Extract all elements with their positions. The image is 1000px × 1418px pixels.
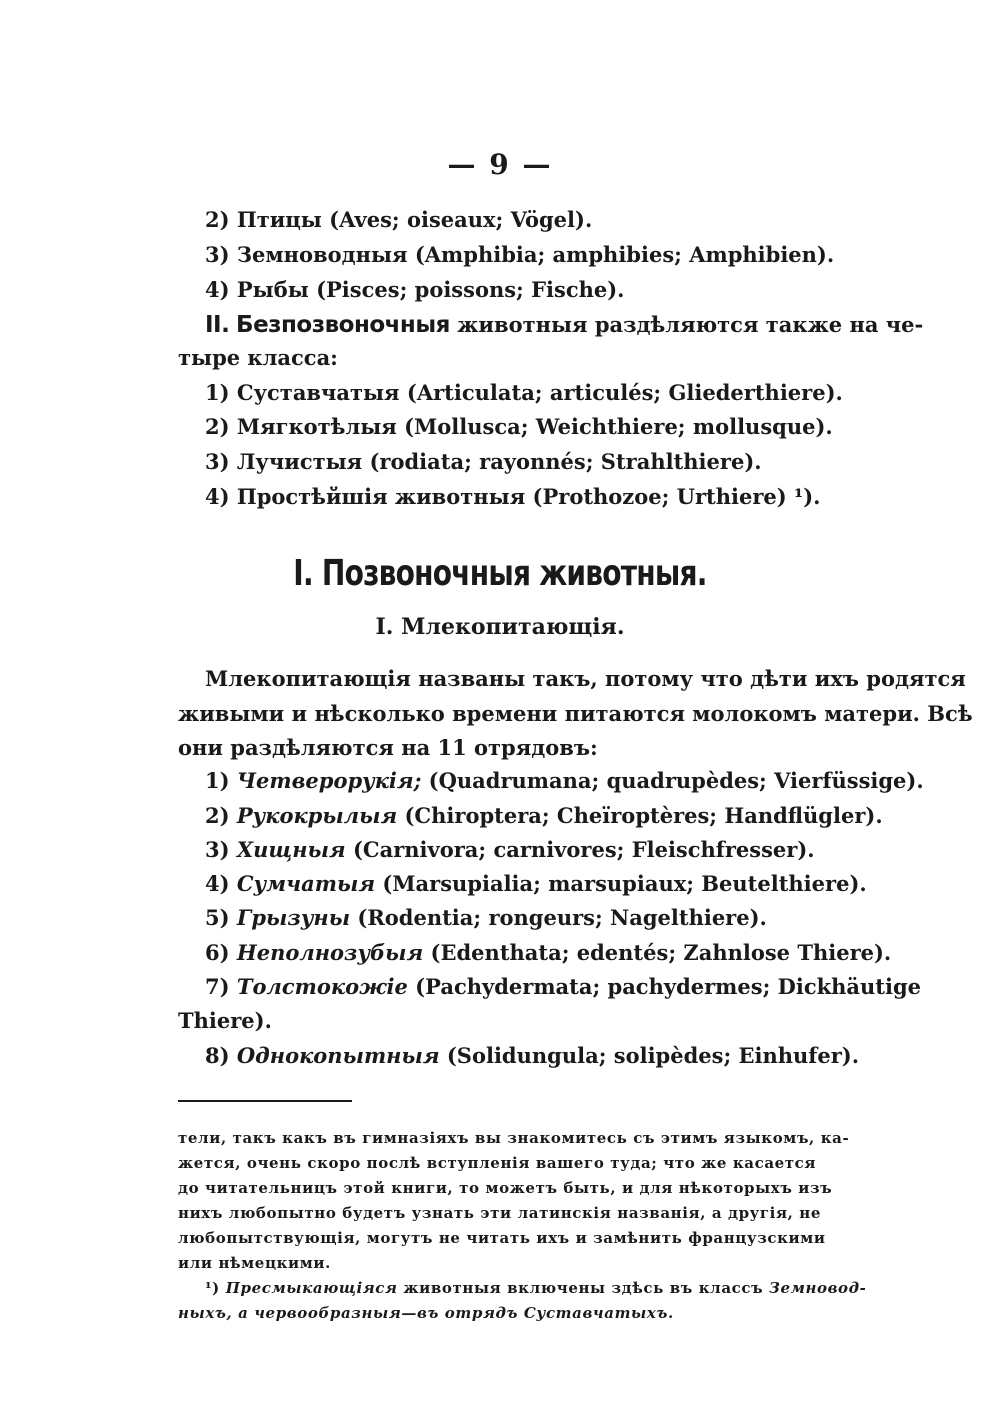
order-latin: (Marsupialia; marsupiaux; Beutelthiere). <box>375 871 867 896</box>
section-heading: I. Позвоночныя животныя. <box>293 553 707 594</box>
invert-class-radiata: 3) Лучистыя (rodiata; rayonnés; Strahlthiere). <box>205 449 762 474</box>
order-line-3 <box>205 835 815 865</box>
order-number: 3) <box>205 837 230 862</box>
footnote-rule <box>178 1100 352 1102</box>
class-line-birds: 2) Птицы (Aves; oiseaux; Vögel). <box>205 207 593 232</box>
footnote-line-1: тели, такъ какъ въ гимназіяхъ вы знакомитесь съ этимъ языкомъ, ка- <box>178 1129 850 1147</box>
order-latin: (Solidungula; solipèdes; Einhufer). <box>439 1043 860 1068</box>
footnote-line-3: до читательницъ этой книги, то можетъ быть, и для нѣкоторыхъ изъ <box>178 1179 833 1197</box>
invert-class-mollusca: 2) Мягкотѣлыя (Mollusca; Weichthiere; mollusque). <box>205 414 833 439</box>
order-number: 2) <box>205 803 230 828</box>
invertebrates-paragraph-line1 <box>205 310 923 340</box>
page-number: — 9 — <box>447 148 553 181</box>
order-line-7-cont: Thiere). <box>178 1008 272 1033</box>
order-latin: (Pachydermata; pachydermes; Dickhäutige <box>407 974 922 999</box>
order-line-7 <box>205 972 921 1002</box>
order-name: Хищныя <box>236 837 346 862</box>
order-name: Четверорукія; <box>236 768 422 793</box>
order-name: Сумчатыя <box>236 871 376 896</box>
footnote-line-5: любопытствующія, могутъ не читать ихъ и замѣнить французскими <box>178 1229 826 1247</box>
order-line-4 <box>205 869 867 899</box>
invertebrates-numeral: II. <box>205 312 230 338</box>
invertebrates-paragraph-line2: тыре класса: <box>178 345 338 370</box>
order-line-8 <box>205 1041 859 1071</box>
order-number: 8) <box>205 1043 230 1068</box>
order-line-6 <box>205 938 891 968</box>
order-name: Неполнозубыя <box>236 940 424 965</box>
subsection-heading: I. Млекопитающія. <box>375 614 625 640</box>
order-name: Грызуны <box>236 905 351 930</box>
footnote-mark: ¹) <box>205 1279 226 1297</box>
footnote2-line-2: ныхъ, а червообразныя—въ отрядъ Суставчатыхъ. <box>178 1304 674 1322</box>
order-line-5 <box>205 903 767 933</box>
invert-class-articulata: 1) Суставчатыя (Articulata; articulés; Gliederthiere). <box>205 380 843 405</box>
footnote-ital-term: Земновод- <box>769 1279 867 1297</box>
footnote-line-6: или нѣмецкими. <box>178 1254 331 1272</box>
order-number: 1) <box>205 768 230 793</box>
order-number: 7) <box>205 974 230 999</box>
order-latin: (Quadrumana; quadrupèdes; Vierfüssige). <box>421 768 924 793</box>
order-latin: (Carnivora; carnivores; Fleischfresser). <box>345 837 815 862</box>
order-line-1 <box>205 766 924 796</box>
invert-class-protozoa: 4) Простѣйшія животныя (Prothozoe; Urthiere) ¹). <box>205 484 821 509</box>
order-number: 4) <box>205 871 230 896</box>
order-latin: (Chiroptera; Cheïroptères; Handflügler). <box>397 803 883 828</box>
invertebrates-text-1: животныя раздѣляются также на че- <box>449 312 924 337</box>
order-name: Однокопытныя <box>236 1043 440 1068</box>
invertebrates-title: Безпозвоночныя <box>236 312 450 338</box>
footnote-text: животныя включены здѣсь въ классъ <box>397 1279 770 1297</box>
order-line-2 <box>205 801 883 831</box>
intro-line-3: они раздѣляются на 11 отрядовъ: <box>178 735 598 760</box>
order-name: Толстокожіе <box>236 974 408 999</box>
intro-line-1: Млекопитающія названы такъ, потому что дѣти ихъ родятся <box>205 666 966 691</box>
class-line-fish: 4) Рыбы (Pisces; poissons; Fische). <box>205 277 625 302</box>
order-number: 5) <box>205 905 230 930</box>
class-line-amphibians: 3) Земноводныя (Amphibia; amphibies; Amphibien). <box>205 242 835 267</box>
footnote-line-4: нихъ любопытно будетъ узнать эти латинскія названія, а другія, не <box>178 1204 822 1222</box>
order-latin: (Rodentia; rongeurs; Nagelthiere). <box>350 905 767 930</box>
footnote2-line-1 <box>205 1276 867 1301</box>
footnote-ital-term: Пресмыкающіяся <box>225 1279 398 1297</box>
order-number: 6) <box>205 940 230 965</box>
footnote-line-2: жется, очень скоро послѣ вступленія вашего туда; что же касается <box>178 1154 817 1172</box>
intro-line-2: живыми и нѣсколько времени питаются молокомъ матери. Всѣ <box>178 701 973 726</box>
order-latin: (Edenthata; edentés; Zahnlose Thiere). <box>423 940 892 965</box>
order-name: Рукокрылыя <box>236 803 398 828</box>
